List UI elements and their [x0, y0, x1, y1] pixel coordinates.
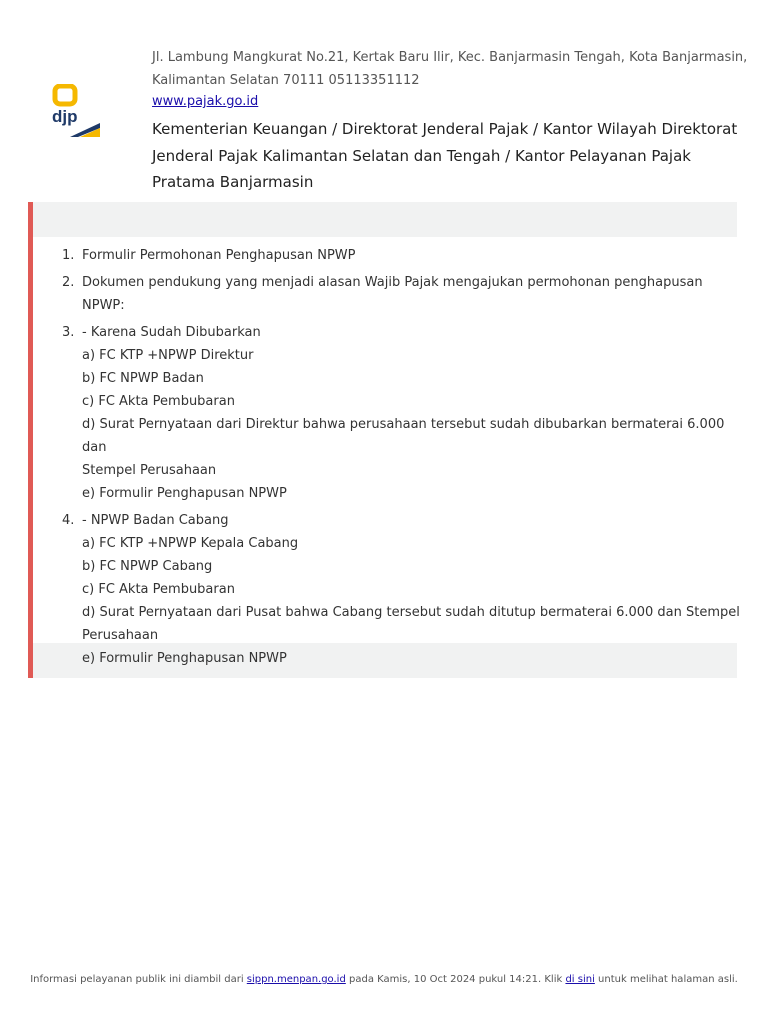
- requirement-number: 4.: [62, 513, 75, 528]
- requirement-item: [62, 271, 742, 317]
- requirement-item: [62, 321, 742, 505]
- footer-prefix: Informasi pelayanan publik ini diambil dari: [30, 974, 247, 985]
- requirement-text: b) FC NPWP Cabang: [82, 559, 213, 574]
- website-link[interactable]: www.pajak.go.id: [152, 94, 259, 109]
- requirement-text: a) FC KTP +NPWP Kepala Cabang: [82, 536, 299, 551]
- requirement-number: 2.: [62, 275, 75, 290]
- djp-logo-icon: [52, 84, 102, 140]
- footer-note: [0, 973, 768, 987]
- card-header-band: [33, 202, 737, 237]
- requirement-text: b) FC NPWP Badan: [82, 371, 204, 386]
- office-line: Pratama Banjarmasin: [152, 173, 314, 191]
- requirement-text: c) FC Akta Pembubaran: [82, 394, 235, 409]
- address-line: Jl. Lambung Mangkurat No.21, Kertak Baru Ilir, Kec. Banjarmasin Tengah, Kota Banjarmasin,: [152, 50, 748, 65]
- accent-bar: [28, 202, 33, 678]
- logo-square: [55, 86, 75, 104]
- office-line: Kementerian Keuangan / Direktorat Jenderal Pajak / Kantor Wilayah Direktorat: [152, 120, 738, 138]
- requirement-text: Formulir Permohonan Penghapusan NPWP: [82, 248, 356, 263]
- original-page-link[interactable]: di sini: [565, 974, 595, 985]
- logo-text: djp: [52, 107, 78, 126]
- source-link[interactable]: sippn.menpan.go.id: [246, 974, 346, 985]
- requirement-item: [62, 509, 742, 670]
- requirement-text: Dokumen pendukung yang menjadi alasan Wajib Pajak mengajukan permohonan penghapusan NPWP:: [82, 275, 703, 313]
- requirement-text: a) FC KTP +NPWP Direktur: [82, 348, 254, 363]
- requirement-text: d) Surat Pernyataan dari Pusat bahwa Cabang tersebut sudah ditutup bermaterai 6.000 dan Stempel: [82, 605, 740, 620]
- requirement-text: - Karena Sudah Dibubarkan: [82, 325, 261, 340]
- address-line: Kalimantan Selatan 70111 05113351112: [152, 73, 420, 88]
- requirement-text: e) Formulir Penghapusan NPWP: [82, 486, 287, 501]
- office-hierarchy: [152, 116, 742, 196]
- requirement-text: - NPWP Badan Cabang: [82, 513, 229, 528]
- requirement-text: d) Surat Pernyataan dari Direktur bahwa perusahaan tersebut sudah dibubarkan bermaterai 6.000 dan: [82, 417, 725, 455]
- requirement-number: 3.: [62, 325, 75, 340]
- requirement-number: 1.: [62, 248, 75, 263]
- requirement-text: e) Formulir Penghapusan NPWP: [82, 651, 287, 666]
- office-address: [152, 46, 752, 92]
- footer-suffix: untuk melihat halaman asli.: [594, 974, 738, 985]
- requirements-card: [28, 202, 740, 678]
- requirement-text: Perusahaan: [82, 628, 159, 643]
- footer-middle: pada Kamis, 10 Oct 2024 pukul 14:21. Klik: [345, 974, 566, 985]
- requirement-text: Stempel Perusahaan: [82, 463, 217, 478]
- requirement-item: [62, 244, 742, 267]
- requirements-list: [62, 244, 742, 670]
- office-line: Jenderal Pajak Kalimantan Selatan dan Tengah / Kantor Pelayanan Pajak: [152, 146, 691, 165]
- header: [0, 0, 768, 200]
- requirement-text: c) FC Akta Pembubaran: [82, 582, 235, 597]
